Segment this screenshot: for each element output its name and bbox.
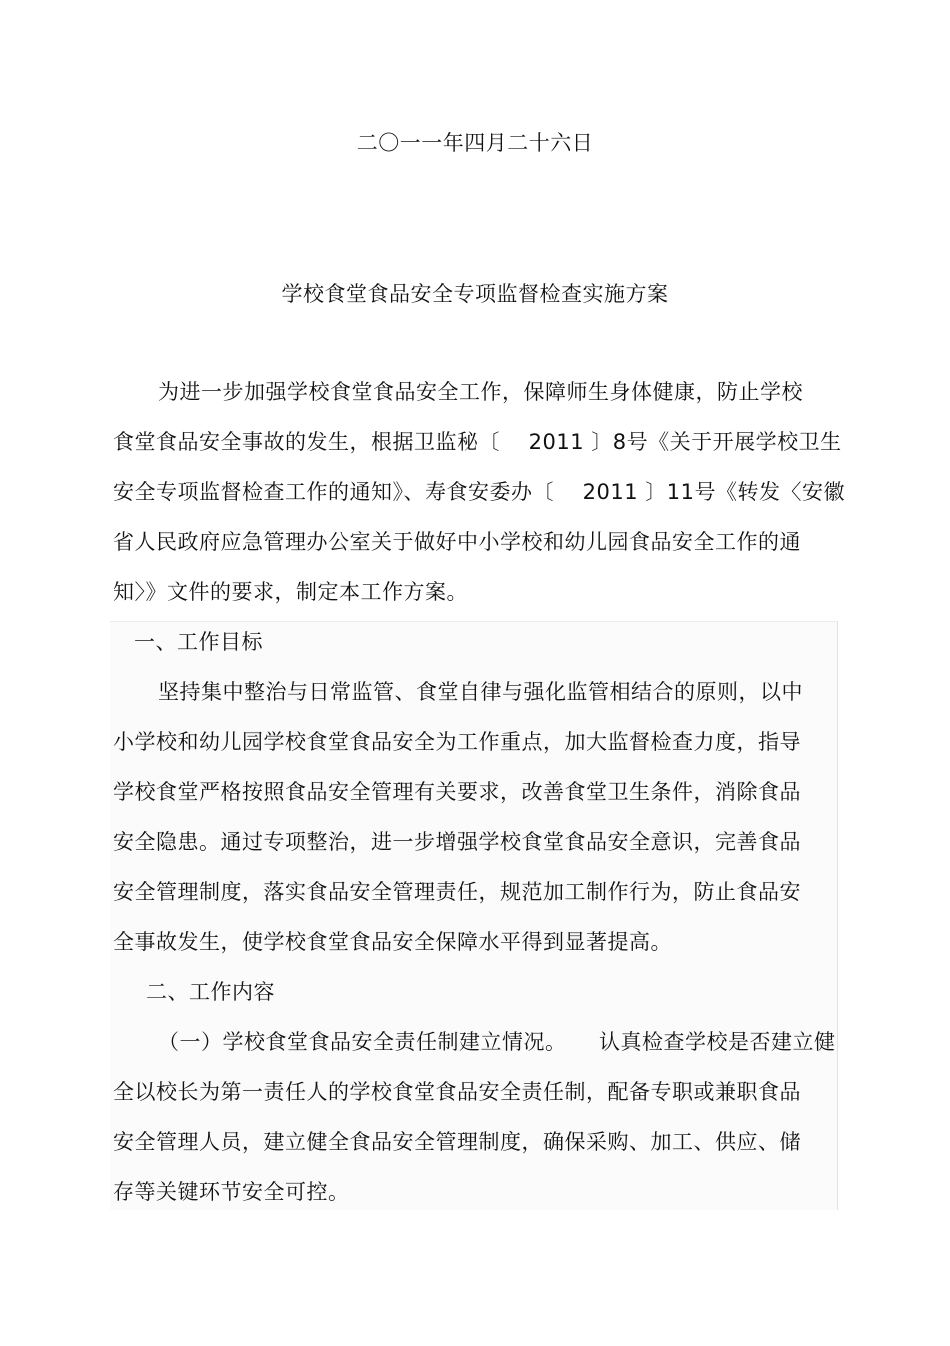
paragraph-line: 安全隐患。通过专项整治，进一步增强学校食堂食品安全意识，完善食品	[113, 830, 801, 854]
section-heading: 二、工作内容	[146, 980, 275, 1004]
section-heading: 一、工作目标	[134, 630, 263, 654]
paragraph-line: 全事故发生，使学校食堂食品安全保障水平得到显著提高。	[113, 930, 672, 954]
intro-line: 省人民政府应急管理办公室关于做好中小学校和幼儿园食品安全工作的通	[113, 530, 801, 554]
paragraph-line: 安全管理制度，落实食品安全管理责任，规范加工制作行为，防止食品安	[113, 880, 801, 904]
date-line: 二〇一一年四月二十六日	[356, 131, 594, 155]
paragraph-line: （一）学校食堂食品安全责任制建立情况。 认真检查学校是否建立健	[158, 1030, 836, 1054]
highlight-region	[110, 621, 838, 1210]
paragraph-line: 小学校和幼儿园学校食堂食品安全为工作重点，加大监督检查力度，指导	[113, 730, 801, 754]
intro-line: 安全专项监督检查工作的通知》、寿食安委办〔 2011 〕11号《转发〈安徽	[113, 480, 846, 504]
paragraph-line: 存等关键环节安全可控。	[113, 1180, 350, 1204]
intro-line: 知〉》文件的要求，制定本工作方案。	[113, 580, 468, 604]
document-title: 学校食堂食品安全专项监督检查实施方案	[281, 282, 669, 306]
paragraph-line: 全以校长为第一责任人的学校食堂食品安全责任制，配备专职或兼职食品	[113, 1080, 801, 1104]
paragraph-line: 坚持集中整治与日常监管、食堂自律与强化监管相结合的原则，以中	[158, 680, 803, 704]
intro-line: 食堂食品安全事故的发生，根据卫监秘〔 2011 〕8号《关于开展学校卫生	[113, 430, 842, 454]
intro-line: 为进一步加强学校食堂食品安全工作，保障师生身体健康，防止学校	[158, 380, 803, 404]
paragraph-line: 安全管理人员，建立健全食品安全管理制度，确保采购、加工、供应、储	[113, 1130, 801, 1154]
paragraph-line: 学校食堂严格按照食品安全管理有关要求，改善食堂卫生条件，消除食品	[113, 780, 801, 804]
